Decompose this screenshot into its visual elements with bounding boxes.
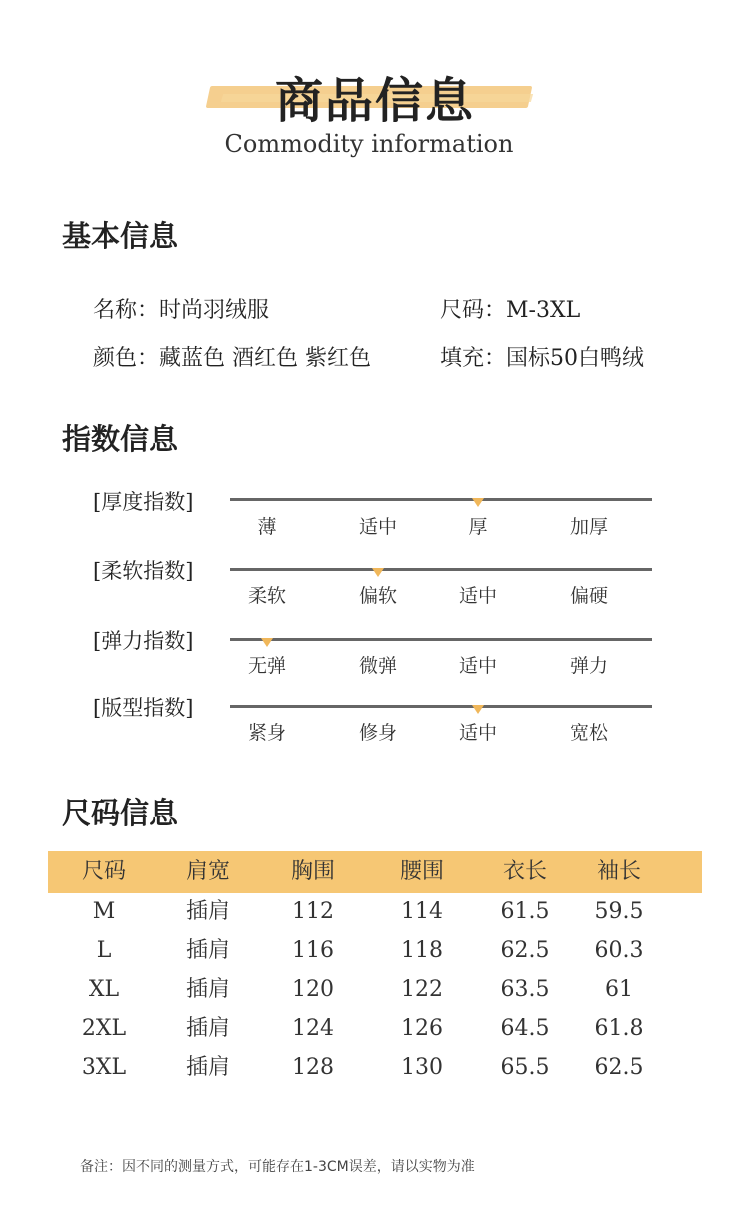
- index-marker-icon: [472, 705, 484, 714]
- product-size-range: 尺码：M-3XL: [440, 298, 581, 323]
- size-table-header: 袖长: [596, 859, 641, 884]
- table-cell: 61: [605, 977, 633, 1002]
- measurement-note: 备注：因不同的测量方式，可能存在1-3CM误差，请以实物为准: [80, 1159, 475, 1175]
- table-cell: 114: [401, 899, 443, 924]
- index-option: 弹力: [569, 655, 608, 677]
- table-cell: 62.5: [594, 1055, 644, 1080]
- table-cell: 插肩: [185, 1016, 230, 1041]
- size-table-header: 胸围: [290, 859, 335, 884]
- index-label-softness: [柔软指数]: [93, 559, 194, 583]
- table-cell: 128: [292, 1055, 334, 1080]
- index-marker-icon: [472, 498, 484, 507]
- index-option: 偏软: [358, 585, 397, 607]
- page-title: 商品信息: [274, 73, 475, 129]
- basic-info-heading: 基本信息: [62, 219, 179, 253]
- table-cell: 116: [292, 938, 334, 963]
- table-cell: XL: [88, 977, 120, 1002]
- table-cell: 插肩: [185, 977, 230, 1002]
- index-option: 柔软: [247, 585, 286, 607]
- size-table-header: 腰围: [399, 859, 444, 884]
- table-cell: 62.5: [500, 938, 550, 963]
- index-scale-line: [230, 638, 652, 641]
- index-option: 紧身: [247, 722, 286, 744]
- table-cell: 65.5: [500, 1055, 550, 1080]
- index-option: 修身: [358, 722, 397, 744]
- size-table-header: 肩宽: [185, 859, 230, 884]
- index-option: 薄: [257, 516, 277, 538]
- index-scale-line: [230, 498, 652, 501]
- index-label-fit: [版型指数]: [93, 696, 194, 720]
- table-cell: 130: [401, 1055, 443, 1080]
- page-subtitle: Commodity information: [224, 130, 514, 158]
- index-marker-icon: [261, 638, 273, 647]
- table-cell: 126: [401, 1016, 443, 1041]
- product-colors: 颜色：藏蓝色 酒红色 紫红色: [93, 346, 371, 371]
- index-scale-line: [230, 568, 652, 571]
- table-cell: 60.3: [594, 938, 644, 963]
- index-option: 宽松: [569, 722, 608, 744]
- index-label-elasticity: [弹力指数]: [93, 629, 194, 653]
- index-option: 加厚: [569, 516, 608, 538]
- product-name: 名称：时尚羽绒服: [93, 298, 270, 323]
- index-option: 适中: [358, 516, 397, 538]
- product-filling: 填充：国标50白鸭绒: [440, 346, 644, 371]
- index-option: 微弹: [358, 655, 397, 677]
- table-cell: 插肩: [185, 938, 230, 963]
- table-cell: 124: [292, 1016, 334, 1041]
- index-info-heading: 指数信息: [62, 422, 179, 456]
- index-option: 适中: [458, 655, 497, 677]
- table-cell: 插肩: [185, 899, 230, 924]
- index-option: 适中: [458, 722, 497, 744]
- table-cell: 插肩: [185, 1055, 230, 1080]
- table-cell: L: [96, 938, 112, 963]
- table-cell: 59.5: [594, 899, 644, 924]
- table-cell: 61.5: [500, 899, 550, 924]
- table-cell: 112: [292, 899, 334, 924]
- table-cell: 120: [292, 977, 334, 1002]
- size-table-header: 衣长: [502, 859, 547, 884]
- table-cell: 118: [401, 938, 443, 963]
- table-cell: 122: [401, 977, 443, 1002]
- index-option: 厚: [468, 516, 488, 538]
- table-cell: 61.8: [594, 1016, 644, 1041]
- index-scale-line: [230, 705, 652, 708]
- table-cell: M: [92, 899, 116, 924]
- size-table-header: 尺码: [81, 859, 126, 884]
- index-label-thickness: [厚度指数]: [93, 490, 194, 514]
- table-cell: 2XL: [81, 1016, 127, 1041]
- size-info-heading: 尺码信息: [62, 796, 179, 830]
- index-marker-icon: [372, 568, 384, 577]
- table-cell: 3XL: [81, 1055, 127, 1080]
- table-cell: 64.5: [500, 1016, 550, 1041]
- table-cell: 63.5: [500, 977, 550, 1002]
- index-option: 偏硬: [569, 585, 608, 607]
- index-option: 无弹: [247, 655, 286, 677]
- index-option: 适中: [458, 585, 497, 607]
